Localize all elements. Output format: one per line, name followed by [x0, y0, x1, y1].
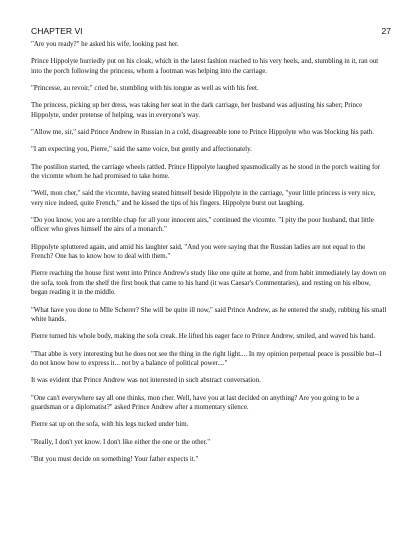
paragraph: It was evident that Prince Andrew was not interested in such abstract conversation. [31, 376, 261, 385]
paragraph: The princess, picking up her dress, was taking her seat in the dark carriage, her husband was adjusting his saber; Prince Hippolyte, under pretense of helping, was in everyone's way. [31, 101, 363, 119]
paragraph: "One can't everywhere say all one thinks, mon cher. Well, have you at last decided on anything? Are you going to be a guardsman or a diplomatist?" asked Prince Andrew after a momentary silence. [31, 393, 360, 411]
page-number: 27 [381, 26, 391, 36]
paragraph: Pierre turned his whole body, making the sofa creak. He lifted his eager face to Prince Andrew, smiled, and waved his hand. [31, 332, 375, 341]
paragraph: "That abbe is very interesting but he does not see the thing in the right light.... In my opinion perpetual peace is possible but--I do not know how to express it... not by a balance of political power...." [31, 349, 382, 367]
paragraph: Pierre reaching the house first went into Prince Andrew's study like one quite at home, and from habit immediately lay down on the sofa, took from the shelf the first book that came to his hand (it was Caesar's Commentaries), and resting on his elbow, began reading it in the middle. [31, 269, 386, 297]
paragraph: "Princesse, au revoir," cried he, stumbling with his tongue as well as with his feet. [31, 84, 259, 92]
paragraph: "What have you done to Mlle Scherer? She will be quite ill now," said Prince Andrew, as he entered the study, rubbing his small white hands. [31, 305, 387, 323]
paragraph: "But you must decide on something! Your father expects it." [31, 454, 199, 463]
page-header [31, 25, 391, 37]
paragraph: Prince Hippolyte hurriedly put on his cloak, which in the latest fashion reached to his very heels, and, stumbling in it, ran out into the porch following the princess, whom a footman was helping into the carriage. [31, 57, 379, 75]
paragraph: "Really, I don't yet know. I don't like either the one or the other." [31, 437, 211, 446]
paragraph: Hippolyte spluttered again, and amid his laughter said, "And you were saying that the Russian ladies are not equal to the French? One has to know how to deal with them." [31, 242, 366, 261]
chapter-title: CHAPTER VI [31, 26, 83, 36]
page-body [31, 40, 388, 472]
paragraph: "Are you ready?" he asked his wife, looking past her. [31, 40, 179, 48]
paragraph: The postilion started, the carriage wheels rattled. Prince Hippolyte laughed spasmodically as he stood in the porch waiting for the vicomte whom he had promised to take home. [31, 162, 381, 180]
paragraph: "Well, mon cher," said the vicomte, having seated himself beside Hippolyte in the carriage, "your little princess is very nice, very nice indeed, quite French," and he kissed the tips of his fingers. Hippolyte burst out laughing. [31, 189, 376, 207]
paragraph: Pierre sat up on the sofa, with his legs tucked under him. [31, 420, 189, 429]
paragraph: "I am expecting you, Pierre," said the same voice, but gently and affectionately. [31, 145, 252, 154]
paragraph: "Allow me, sir," said Prince Andrew in Russian in a cold, disagreeable tone to Prince Hippolyte who was blocking his path. [31, 128, 374, 136]
paragraph: "Do you know, you are a terrible chap for all your innocent airs," continued the vicomte. "I pity the poor husband, that little officer who gives himself the airs of a monarch." [31, 216, 374, 234]
